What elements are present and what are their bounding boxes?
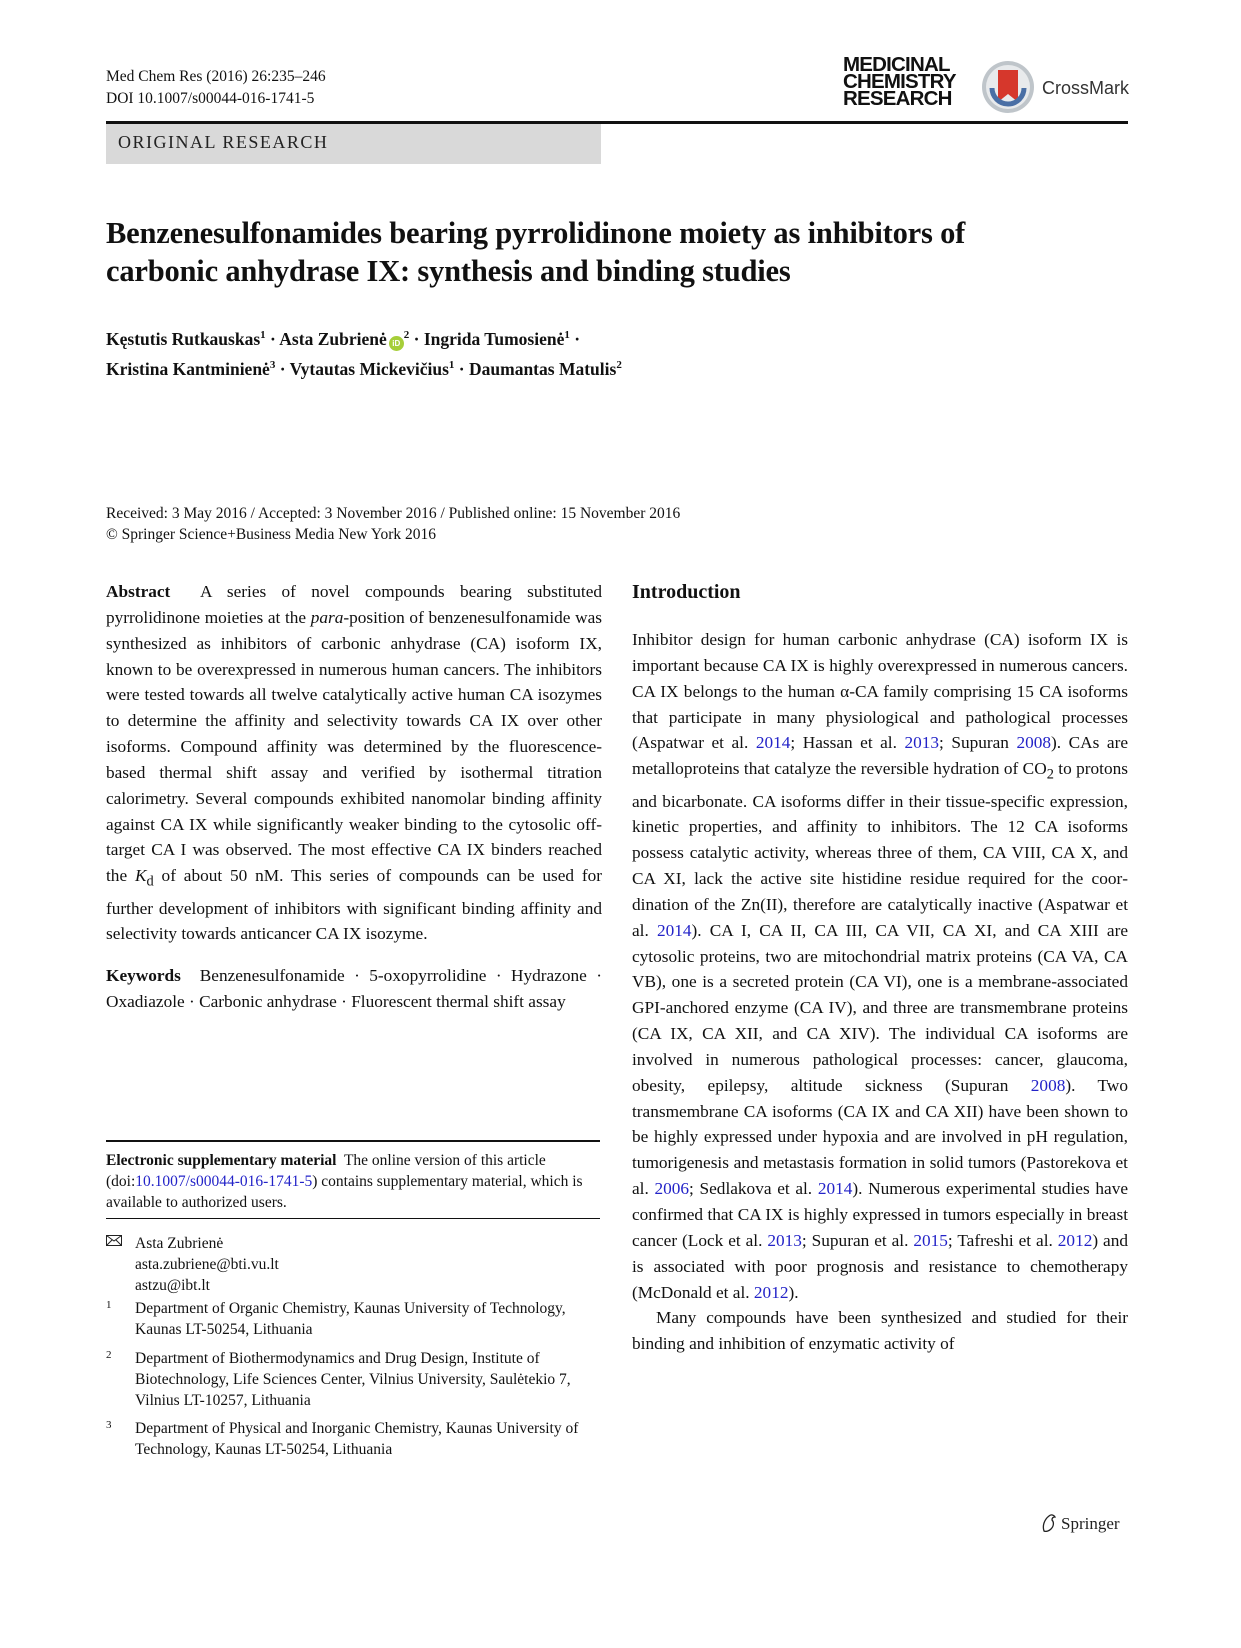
intro-text: ; Supuran et al. <box>801 1230 909 1250</box>
supplementary-text: The online version of this article (doi: <box>106 1152 546 1190</box>
history-dates: Received: 3 May 2016 / Accepted: 3 November 2016 / Published online: 15 November 2016 <box>106 505 681 522</box>
author-line-1 <box>106 322 1146 352</box>
abstract-italic: para <box>310 607 344 627</box>
publisher-footer <box>1040 1513 1120 1534</box>
citation-link[interactable]: 2008 <box>1030 1075 1066 1095</box>
affiliation-text: Department of Biothermodynamics and Drug Design, Institute of Biotechnology, Life Sciences Center, Vilnius University, Saulėtekio 7, Vilnius LT-10257, Lithuania <box>135 1350 571 1409</box>
article-type-band <box>106 124 601 164</box>
contact-email[interactable]: astzu@ibt.lt <box>135 1277 210 1294</box>
supplementary-doi-link[interactable]: 10.1007/s00044-016-1741-5 <box>135 1173 313 1190</box>
corresponding-author <box>106 1233 279 1296</box>
supplementary-text: ) contains supplementary material, which is available to authorized users. <box>106 1173 583 1211</box>
author-separator: · <box>458 359 465 379</box>
affiliation <box>106 1348 600 1411</box>
abstract-text: A series of novel compounds bearing substituted pyrrolidinone moieties at the <box>106 582 602 627</box>
header-divider <box>106 121 1128 124</box>
supplementary-label: Electronic supplementary material <box>106 1152 337 1169</box>
citation-link[interactable]: 2014 <box>755 733 791 753</box>
contact-name: Asta Zubrienė <box>135 1235 224 1252</box>
contact-divider <box>106 1218 600 1219</box>
abstract-label: Abstract <box>106 582 171 601</box>
left-column <box>106 579 602 1015</box>
author-name[interactable]: Daumantas Matulis <box>469 359 617 379</box>
affiliation-text: Department of Physical and Inorganic Chemistry, Kaunas University of Technology, Kaunas LT-50254, Lithuania <box>135 1420 579 1458</box>
orcid-icon[interactable]: iD <box>389 336 404 351</box>
author-affiliation: 3 <box>269 359 276 371</box>
author-list <box>106 322 1146 382</box>
kd-symbol: K <box>134 866 147 886</box>
publication-dates <box>106 503 680 545</box>
citation-link[interactable]: 2006 <box>654 1179 690 1199</box>
introduction-paragraph-1 <box>632 627 1128 1305</box>
keywords <box>106 963 602 1015</box>
intro-text: ). Two transmembrane CA isoforms (CA IX and CA XII) have been shown to be highly expressed under hypoxia and are involved in pH regulation, tumorigenesis and metastasis formation in solid tumors (Pastorekova et al. <box>632 1075 1128 1199</box>
intro-text: ; Hassan et al. <box>790 733 897 753</box>
affiliation-number: 3 <box>106 1419 112 1431</box>
citation-link[interactable]: 2015 <box>913 1230 948 1250</box>
keywords-text: Benzenesulfonamide · 5-oxopyrrolidine · Hydrazone · Oxadiazole · Carbonic anhydrase · Fluorescent thermal shift assay <box>106 966 602 1012</box>
author-name[interactable]: Vytautas Mickevičius <box>289 359 449 379</box>
intro-text: ; Sedlakova et al. <box>689 1179 813 1199</box>
author-affiliation: 1 <box>448 359 455 371</box>
kd-subscript: d <box>146 873 154 890</box>
journal-volume-line: Med Chem Res (2016) 26:235–246 <box>106 68 326 85</box>
affiliation-number: 2 <box>106 1349 112 1361</box>
intro-text: ). CA I, CA II, CA III, CA VII, CA XI, and CA XIII are cytosolic proteins, two are mitochondrial matrix proteins (CA VA, CA VB), one is a secreted protein (CA VI), one is a membrane-associated GPI-anchored enzyme (CA IV), and three are transmembrane proteins (CA IX, CA XII, and CA XIV). The individual CA isoforms are involved in numerous pathological processes: cancer, glaucoma, obesity, epilepsy, altitude sickness (Supuran <box>632 920 1128 1095</box>
citation-link[interactable]: 2014 <box>817 1179 853 1199</box>
intro-text: ; Supuran <box>939 733 1009 753</box>
envelope-icon <box>106 1235 122 1246</box>
citation-link[interactable]: 2012 <box>753 1282 789 1302</box>
author-line-2 <box>106 352 1146 382</box>
citation-link[interactable]: 2008 <box>1016 733 1052 753</box>
citation-link[interactable]: 2013 <box>904 733 940 753</box>
author-affiliation: 1 <box>260 329 266 341</box>
author-affiliation: 2 <box>403 329 410 341</box>
author-name[interactable]: Asta Zubrienė <box>279 329 387 349</box>
introduction-paragraph-2: Many compounds have been synthesized and studied for their binding and inhibition of enzymatic activity of <box>632 1308 1128 1354</box>
logo-line-3: RESEARCH <box>843 87 952 110</box>
journal-logo <box>843 53 956 110</box>
title-line-2: carbonic anhydrase IX: synthesis and binding studies <box>106 254 791 288</box>
crossmark-badge[interactable] <box>980 58 1130 116</box>
title-line-1: Benzenesulfonamides bearing pyrrolidinone moiety as inhibitors of <box>106 216 966 250</box>
copyright-line: © Springer Science+Business Media New York 2016 <box>106 526 437 543</box>
intro-text: Inhibitor design for human carbonic anhydrase (CA) isoform IX is important because CA IX is highly overexpressed in numerous cancers. CA IX belongs to the human α-CA family comprising 15 CA isoforms that participate in many physiological and pathological processes (Aspatwar et al. <box>632 630 1128 753</box>
journal-citation <box>106 66 326 110</box>
article-type: ORIGINAL RESEARCH <box>118 132 329 152</box>
intro-text: ; Tafreshi et al. <box>947 1230 1053 1250</box>
author-separator: · <box>574 329 581 349</box>
affiliation <box>106 1418 600 1460</box>
logo-line-2: CHEMISTRY <box>843 70 956 93</box>
abstract-text: -position of benzenesulfonamide was synthesized as inhibitors of carbonic anhydrase (CA) isoform IX, known to be overexpressed in numerous human cancers. The inhibitors were tested towards all twelve catalytically active human CA isozymes to determine the affinity and selectivity towards CA IX over other isoforms. Compound affinity was determined by the fluorescence-based thermal shift assay and verified by isothermal titration calorimetry. Several compounds exhibited nanomolar binding affinity against CA IX while significantly weaker binding to the cytosolic off-target CA I was observed. The most effective CA IX binders reached the <box>106 607 602 886</box>
author-separator: · <box>413 329 420 349</box>
citation-link[interactable]: 2013 <box>767 1230 802 1250</box>
affiliation <box>106 1298 600 1340</box>
crossmark-icon <box>980 58 1036 116</box>
crossmark-label: CrossMark <box>1042 78 1130 98</box>
article-title <box>106 214 1146 290</box>
supplementary-note <box>106 1150 600 1213</box>
abstract-text: of about 50 nM. This series of compounds can be used for further development of inhibitors with significant binding affinity and selectivity towards anticancer CA IX isozyme. <box>106 866 603 944</box>
intro-text: ). <box>788 1282 799 1302</box>
intro-text: ). Numerous experimental studies have confirmed that CA IX is highly expressed in tumors especially in breast cancer (Lock et al. <box>632 1179 1129 1250</box>
intro-text: ) and is associated with poor prognosis and resistance to chemotherapy (McDonald et al. <box>632 1230 1128 1302</box>
supplementary-divider <box>106 1140 600 1142</box>
author-name[interactable]: Ingrida Tumosienė <box>423 329 565 349</box>
author-name[interactable]: Kęstutis Rutkauskas <box>106 329 261 349</box>
right-column <box>632 579 1128 1357</box>
abstract <box>106 579 602 947</box>
affiliation-text: Department of Organic Chemistry, Kaunas University of Technology, Kaunas LT-50254, Lithuania <box>135 1300 566 1338</box>
co2-subscript: 2 <box>1046 766 1054 783</box>
citation-link[interactable]: 2014 <box>656 920 692 940</box>
citation-link[interactable]: 2012 <box>1057 1230 1093 1250</box>
author-separator: · <box>279 359 286 379</box>
affiliation-number: 1 <box>106 1299 112 1311</box>
author-name[interactable]: Kristina Kantminienė <box>106 359 270 379</box>
contact-email[interactable]: asta.zubriene@bti.vu.lt <box>135 1256 279 1273</box>
keywords-label: Keywords <box>106 966 181 986</box>
springer-horse-icon <box>1040 1513 1058 1533</box>
author-affiliation: 1 <box>564 329 570 341</box>
intro-text: ). CAs are metalloproteins that catalyze the reversible hydration of CO <box>632 733 1128 779</box>
author-separator: · <box>270 329 276 349</box>
intro-text: to protons and bicarbonate. CA isoforms differ in their tissue-specific expression, kinetic properties, and affinity to inhibitors. The 12 CA isoforms possess catalytic activity, whereas three of them, CA VIII, CA X, and CA XI, lack the active site histidine residue required for the coordination of the Zn(II), therefore are catalytically inactive (Aspatwar et al. <box>632 759 1128 940</box>
doi-line: DOI 10.1007/s00044-016-1741-5 <box>106 90 315 107</box>
author-affiliation: 2 <box>616 359 622 371</box>
introduction-heading: Introduction <box>632 581 741 603</box>
logo-line-1: MEDICINAL <box>843 53 950 76</box>
publisher-name: Springer <box>1061 1514 1120 1533</box>
